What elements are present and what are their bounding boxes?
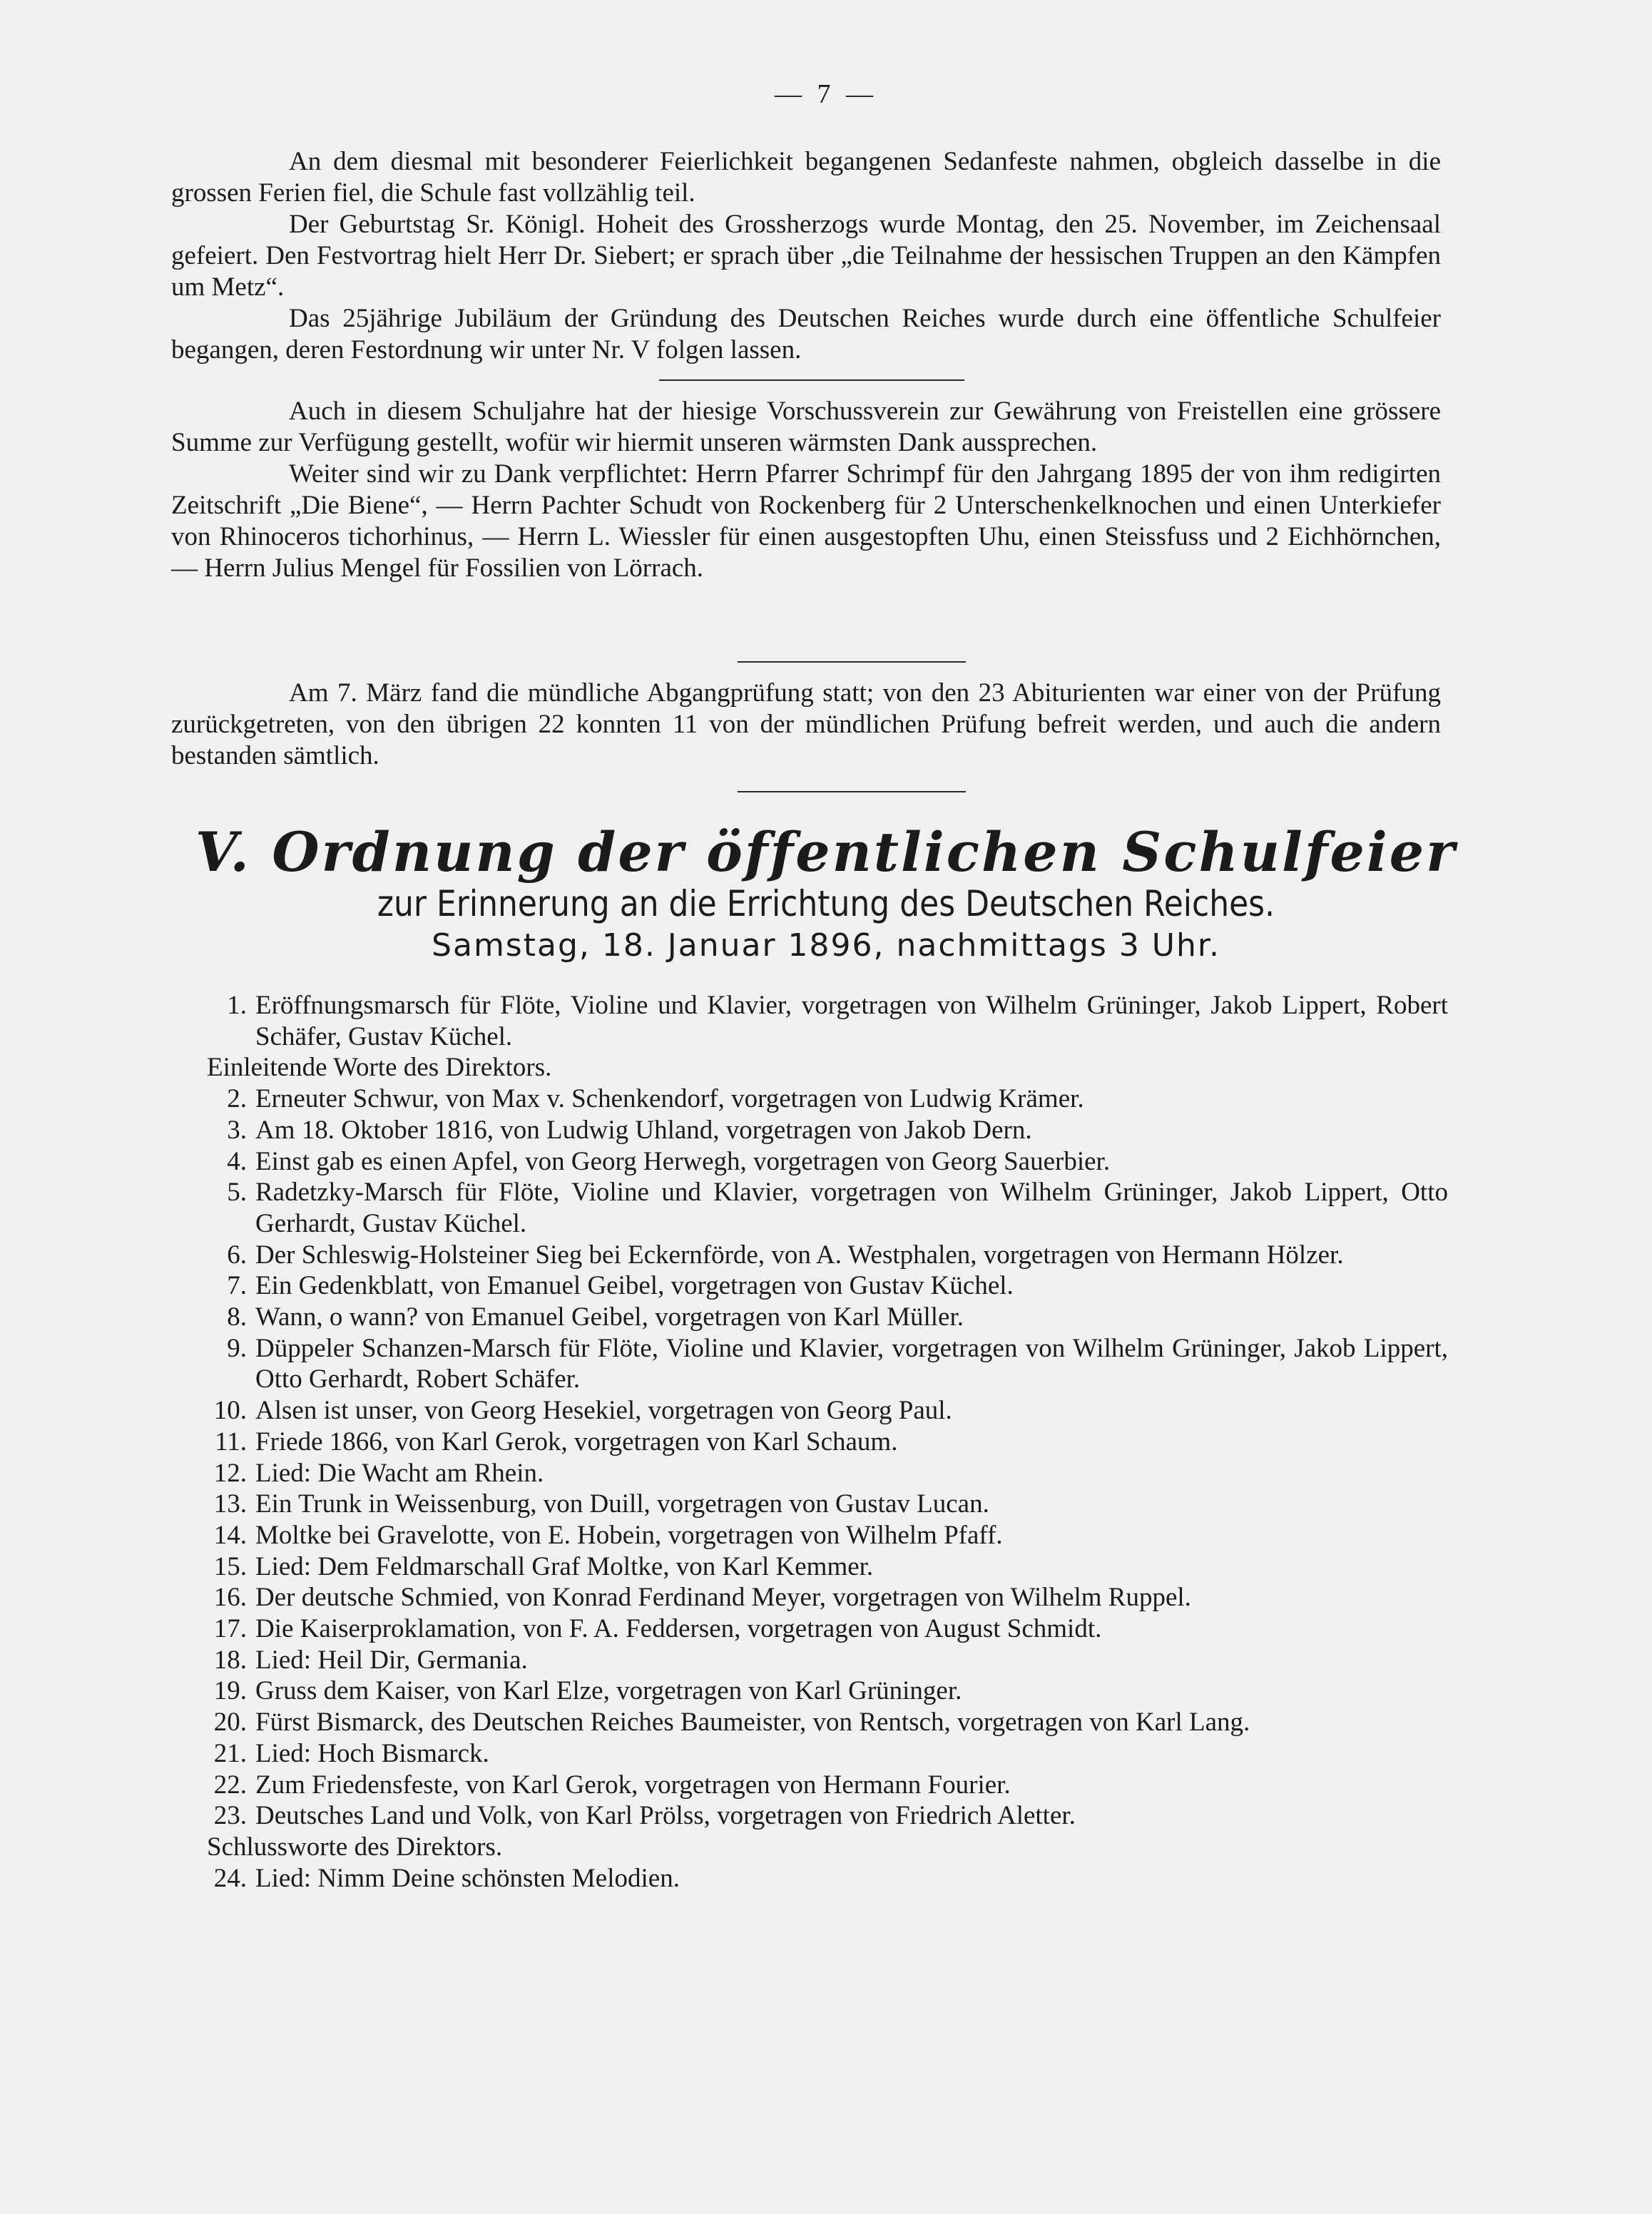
intro-section [171,146,1441,366]
list-item-number: 22. [213,1770,247,1800]
list-item-text: Ein Gedenkblatt, von Emanuel Geibel, vorgetragen von Gustav Küchel. [255,1271,1014,1301]
list-item-text: Der Schleswig-Holsteiner Sieg bei Eckernförde, von A. Westphalen, vorgetragen von Hermann Hölzer. [255,1240,1344,1270]
list-item [193,1675,1448,1707]
list-item [193,1770,1448,1801]
section-date: Samstag, 18. Januar 1896, nachmittags 3 Uhr. [432,927,1220,964]
list-item-text: Lied: Dem Feldmarschall Graf Moltke, von Karl Kemmer. [255,1551,874,1581]
paragraph-dank: Weiter sind wir zu Dank verpflichtet: Herrn Pfarrer Schrimpf für den Jahrgang 1895 der von ihm redigirten Zeitschrift „Die Biene“, — Herrn Pachter Schudt von Rockenberg für 2 Unterschenkelknochen und einen Unterkiefer von Rhinoceros tichorhinus, — Herrn L. Wiessler für einen ausgestopften Uhu, einen Steissfuss und 2 Eichhörnchen, — Herrn Julius Mengel für Fossilien von Lörrach. [171,459,1441,583]
list-item-number: 16. [213,1583,247,1613]
list-item-number: 4. [227,1146,247,1176]
list-item-number: 19. [213,1676,247,1706]
list-item-text: Die Kaiserproklamation, von F. A. Feddersen, vorgetragen von August Schmidt. [255,1614,1102,1644]
list-item-text: Ein Trunk in Weissenburg, von Duill, vorgetragen von Gustav Lucan. [255,1489,989,1519]
list-item-number: 9. [227,1333,247,1363]
list-item [193,1083,1448,1115]
separator-rule [659,379,964,381]
list-item-number: 23. [213,1801,247,1831]
list-item-text: Alsen ist unser, von Georg Hesekiel, vorgetragen von Georg Paul. [255,1396,952,1426]
list-item-text: Moltke bei Gravelotte, von E. Hobein, vorgetragen von Wilhelm Pfaff. [255,1520,1003,1550]
separator-rule [738,791,966,792]
section-title: V. Ordnung der öffentlichen Schulfeier [195,820,1457,884]
list-item [193,990,1448,1052]
list-item [193,1832,1448,1863]
list-item [193,1489,1448,1520]
list-item [193,1613,1448,1645]
list-item-number: 12. [213,1458,247,1488]
list-item-number: 5. [227,1178,247,1208]
list-item-text: Einst gab es einen Apfel, von Georg Herwegh, vorgetragen von Georg Sauerbier. [255,1146,1111,1176]
list-item-number: 15. [213,1551,247,1581]
list-item-number: 8. [227,1302,247,1332]
list-item-number: 20. [213,1708,247,1738]
paragraph-jubilaeum: Das 25jährige Jubiläum der Gründung des Deutschen Reiches wurde durch eine öffentliche Schulfeier begangen, deren Festordnung wir unter Nr. V folgen lassen. [171,304,1441,364]
list-item [193,1240,1448,1271]
list-item [193,1582,1448,1613]
list-item [193,1863,1448,1894]
list-item-number: 14. [213,1520,247,1550]
list-item [193,1520,1448,1551]
list-item [193,1738,1448,1770]
list-item-text: Lied: Heil Dir, Germania. [255,1645,528,1675]
list-item-number: 7. [227,1271,247,1301]
list-item-number: 21. [213,1738,247,1768]
list-item-text: Fürst Bismarck, des Deutschen Reiches Baumeister, von Rentsch, vorgetragen von Karl Lang. [255,1708,1250,1738]
list-item-text: Lied: Nimm Deine schönsten Melodien. [255,1863,680,1893]
list-item-number: 13. [213,1489,247,1519]
list-item-text: Am 18. Oktober 1816, von Ludwig Uhland, vorgetragen von Jakob Dern. [255,1115,1032,1145]
list-item [193,1800,1448,1832]
program-list [193,990,1448,1894]
list-item [193,1707,1448,1738]
list-item [193,1302,1448,1333]
list-item-text: Friede 1866, von Karl Gerok, vorgetragen von Karl Schaum. [255,1427,898,1457]
page-number: — 7 — [775,79,877,109]
list-item-text: Radetzky-Marsch für Flöte, Violine und Klavier, vorgetragen von Wilhelm Grüninger, Jakob Lippert, Otto Gerhardt, Gustav Küchel. [255,1178,1448,1238]
list-item-text: Einleitende Worte des Direktors. [207,1053,552,1083]
list-item [193,1645,1448,1676]
list-item-text: Erneuter Schwur, von Max v. Schenkendorf, vorgetragen von Ludwig Krämer. [255,1084,1084,1114]
list-item [193,1458,1448,1489]
list-item-text: Deutsches Land und Volk, von Karl Prölss, vorgetragen von Friedrich Aletter. [255,1801,1076,1831]
list-item-text: Lied: Die Wacht am Rhein. [255,1458,544,1488]
list-item-text: Zum Friedensfeste, von Karl Gerok, vorgetragen von Hermann Fourier. [255,1770,1011,1800]
list-item-number: 17. [213,1614,247,1644]
list-item [193,1395,1448,1427]
list-item [193,1115,1448,1146]
list-item-number: 18. [213,1645,247,1675]
section-subtitle: zur Erinnerung an die Errichtung des Deutschen Reiches. [377,883,1275,924]
list-item-text: Eröffnungsmarsch für Flöte, Violine und Klavier, vorgetragen von Wilhelm Grüninger, Jakob Lippert, Robert Schäfer, Gustav Küchel. [255,991,1448,1051]
list-item-number: 3. [227,1115,247,1145]
list-item-number: 6. [227,1240,247,1270]
paragraph-geburtstag: Der Geburtstag Sr. Königl. Hoheit des Grossherzogs wurde Montag, den 25. November, im Zeichensaal gefeiert. Den Festvortrag hielt Herr Dr. Siebert; er sprach über „die Teilnahme der hessischen Truppen an den Kämpfen um Metz“. [171,210,1441,302]
list-item-text: Wann, o wann? von Emanuel Geibel, vorgetragen von Karl Müller. [255,1302,964,1332]
paragraph-sedanfest: An dem diesmal mit besonderer Feierlichkeit begangenen Sedanfeste nahmen, obgleich dasselbe in die grossen Ferien fiel, die Schule fast vollzählig teil. [171,147,1441,208]
list-item [193,1427,1448,1458]
list-item-text: Lied: Hoch Bismarck. [255,1738,489,1768]
donations-section [171,396,1441,584]
list-item-number: 2. [227,1084,247,1114]
list-item-text: Düppeler Schanzen-Marsch für Flöte, Violine und Klavier, vorgetragen von Wilhelm Grüninger, Jakob Lippert, Otto Gerhardt, Robert Schäfer. [255,1333,1448,1394]
separator-rule [738,661,966,663]
list-item-number: 1. [227,991,247,1020]
list-item [193,1052,1448,1083]
list-item-text: Schlussworte des Direktors. [207,1832,503,1862]
list-item [193,1146,1448,1178]
paragraph-pruefung: Am 7. März fand die mündliche Abgangprüfung statt; von den 23 Abiturienten war einer von der Prüfung zurückgetreten, von den übrigen 22 konnten 11 von der mündlichen Prüfung befreit werden, und auch die andern bestanden sämtlich. [171,678,1441,770]
list-item [193,1551,1448,1583]
list-item-number: 11. [215,1427,247,1457]
paragraph-vorschussverein: Auch in diesem Schuljahre hat der hiesige Vorschussverein zur Gewährung von Freistellen eine grössere Summe zur Verfügung gestellt, wofür wir hiermit unseren wärmsten Dank aussprechen. [171,397,1441,457]
list-item-number: 24. [213,1863,247,1893]
exam-section [171,678,1441,772]
list-item-number: 10. [213,1396,247,1426]
list-item [193,1177,1448,1239]
list-item [193,1270,1448,1302]
list-item-text: Gruss dem Kaiser, von Karl Elze, vorgetragen von Karl Grüninger. [255,1676,962,1706]
list-item [193,1333,1448,1395]
list-item-text: Der deutsche Schmied, von Konrad Ferdinand Meyer, vorgetragen von Wilhelm Ruppel. [255,1583,1191,1613]
